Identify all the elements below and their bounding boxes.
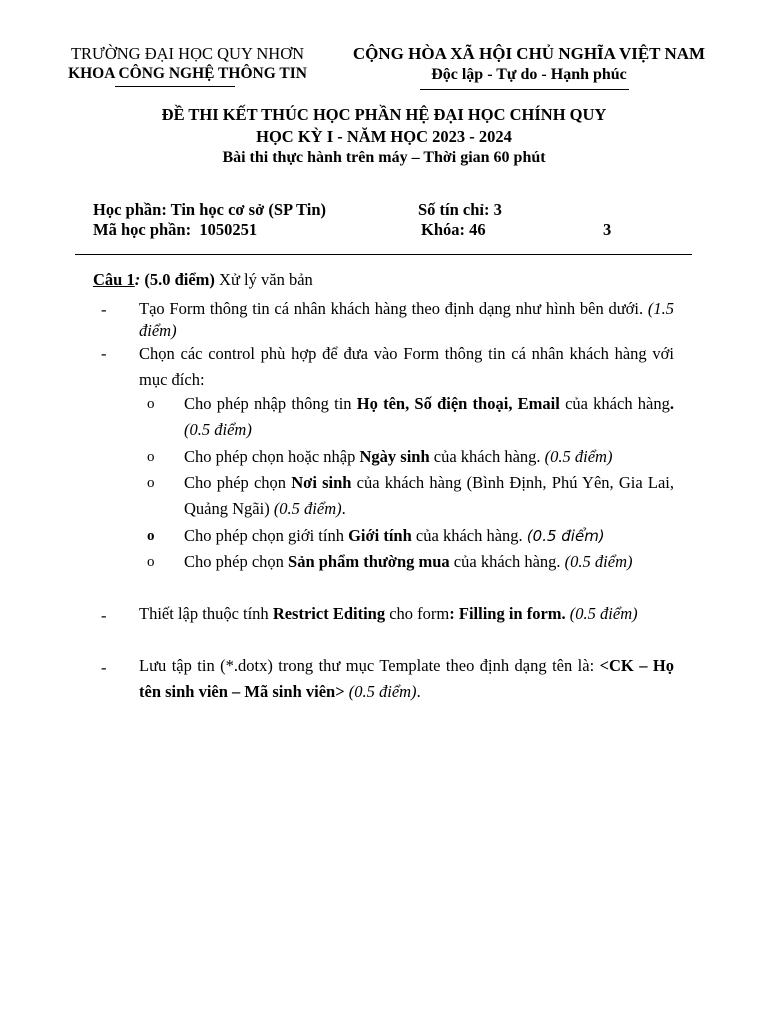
task-points: (1.5 điểm) [139, 299, 674, 340]
country-name: CỘNG HÒA XÃ HỘI CHỦ NGHĨA VIỆT NAM [352, 44, 706, 63]
task-item-4 [139, 653, 674, 705]
task-bold: <CK – Họ tên sinh viên – Mã sinh viên> [139, 656, 674, 701]
question-topic: Xử lý văn bản [214, 270, 313, 289]
cohort-value: : 46 [459, 220, 486, 239]
national-motto: Độc lập - Tự do - Hạnh phúc [431, 66, 627, 83]
task-points: (0.5 điểm) [565, 604, 638, 623]
subtask-text: của khách hàng. [449, 552, 565, 571]
circle-bullet: o [147, 528, 155, 544]
subtask-points: (0.5 điểm) [564, 552, 633, 571]
subtask-1 [184, 391, 674, 443]
faculty-name: KHOA CÔNG NGHỆ THÔNG TIN [68, 65, 307, 82]
course-value: : Tin học cơ sở (SP Tin) [161, 200, 326, 219]
exam-semester: HỌC KỲ I - NĂM HỌC 2023 - 2024 [256, 127, 512, 146]
subtask-4 [184, 523, 674, 549]
credits-label: Số tín chỉ [418, 200, 485, 219]
dash-bullet: - [101, 606, 107, 625]
dash-bullet: - [101, 344, 107, 363]
question-heading [93, 270, 313, 290]
task-item-1 [139, 298, 674, 342]
task-text: cho form [385, 604, 450, 623]
subtask-bold: Sản phẩm thường mua [288, 552, 450, 571]
subtask-points: (0.5 điểm) [184, 420, 252, 439]
subtask-text: Cho phép chọn [184, 473, 292, 492]
course-info [93, 200, 326, 220]
header-divider [75, 254, 692, 255]
task-text: Tạo Form thông tin cá nhân khách hàng theo định dạng như hình bên dưới. [139, 299, 648, 318]
subtask-points: (0.5 điểm) [273, 499, 342, 518]
credits-value: : 3 [484, 200, 502, 219]
subtask-text: Cho phép chọn [184, 552, 289, 571]
course-code-label: Mã học phần: [93, 220, 192, 239]
course-label: Học phần [93, 200, 162, 219]
subtask-2 [184, 444, 674, 470]
faculty-underline [115, 86, 235, 87]
subtask-points: (0.5 điểm) [544, 447, 613, 466]
circle-bullet: o [147, 554, 155, 570]
subtask-text: của khách hàng. [411, 526, 527, 545]
university-name: TRƯỜNG ĐẠI HỌC QUY NHƠN [70, 44, 305, 63]
question-label: Câu 1 [93, 270, 135, 289]
question-points: (5.0 điểm) [140, 270, 215, 289]
subtask-5 [184, 549, 674, 575]
exam-title: ĐỀ THI KẾT THÚC HỌC PHẦN HỆ ĐẠI HỌC CHÍNH QUY [161, 105, 607, 124]
subtask-bold: Ngày sinh [359, 447, 430, 466]
question-colon: : [134, 270, 141, 289]
circle-bullet: o [147, 396, 155, 412]
extra-value: 3 [603, 220, 612, 239]
cohort-label: Khóa [421, 220, 460, 239]
subtask-punct: . [669, 394, 675, 413]
subtask-text: Cho phép chọn hoặc nhập [184, 447, 360, 466]
task-bold: Restrict Editing [272, 604, 386, 623]
subtask-text: của khách hàng [559, 394, 670, 413]
subtask-text: của khách hàng. [429, 447, 545, 466]
subtask-bold: Họ tên, Số điện thoại, Email [356, 394, 560, 413]
task-points: (0.5 điểm) [344, 682, 417, 701]
subtask-3 [184, 470, 674, 522]
circle-bullet: o [147, 449, 155, 465]
subtask-text: Cho phép chọn giới tính [184, 526, 349, 545]
subtask-bold: Giới tính [348, 526, 412, 545]
dash-bullet: - [101, 658, 107, 677]
task-item-3 [139, 601, 674, 627]
task-item-2: Chọn các control phù hợp để đưa vào Form thông tin cá nhân khách hàng với mục đích: [139, 344, 674, 389]
task-punct: . [416, 682, 421, 701]
subtask-bold: Nơi sinh [291, 473, 352, 492]
course-code-value: 1050251 [199, 220, 258, 239]
motto-underline [420, 89, 629, 90]
credits-info [418, 200, 502, 220]
task-bold: : Filling in form. [449, 604, 566, 623]
exam-format: Bài thi thực hành trên máy – Thời gian 60 phút [222, 149, 546, 166]
subtask-punct: . [341, 499, 346, 518]
task-text: Lưu tập tin (*.dotx) trong thư mục Template theo định dạng tên là: [139, 656, 600, 675]
course-code-info [93, 220, 257, 240]
cohort-info [421, 220, 486, 240]
task-text: Thiết lập thuộc tính [139, 604, 273, 623]
circle-bullet: o [147, 475, 155, 491]
subtask-text: của khách hàng (Bình Định, Phú Yên, Gia Lai, Quảng Ngãi) [184, 473, 674, 518]
subtask-text: Cho phép nhập thông tin [184, 394, 357, 413]
dash-bullet: - [101, 300, 107, 319]
subtask-points: (0.5 điểm) [526, 527, 605, 545]
